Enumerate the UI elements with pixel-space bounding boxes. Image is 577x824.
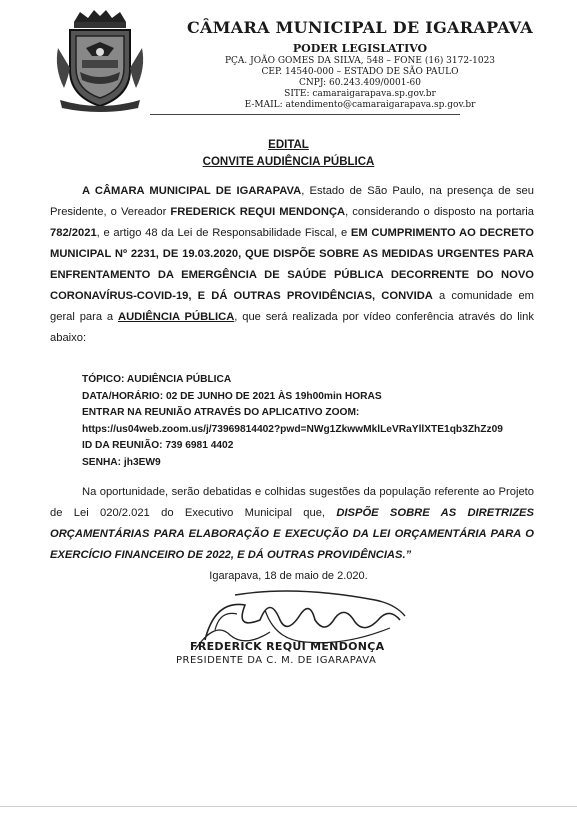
p2-text: Na oportunidade, serão debatidas e colhidas sugestões da população referente ao Projeto de Lei 020/2.021 do Executivo Municipal que,	[50, 486, 534, 519]
p1-text-a: , Estado de São Paulo, na presença de seu Presidente, o Vereador	[50, 185, 534, 218]
p1-text-c: , e artigo 48 da Lei de Responsabilidade Fiscal, e	[96, 227, 351, 239]
detail-meeting-id: ID DA REUNIÃO: 739 6981 4402	[82, 440, 234, 452]
letterhead	[150, 18, 570, 111]
address-line-2: CEP. 14540-000 – ESTADO DE SÃO PAULO	[261, 67, 459, 77]
email: E-MAIL: atendimento@camaraigarapava.sp.gov.br	[244, 100, 476, 110]
date-line: Igarapava, 18 de maio de 2.020.	[209, 570, 368, 582]
detail-zoom-instruction: ENTRAR NA REUNIÃO ATRAVÉS DO APLICATIVO ZOOM:	[82, 407, 360, 419]
paragraph-2	[50, 482, 534, 566]
p1-institution: A CÂMARA MUNICIPAL DE IGARAPAVA	[82, 185, 302, 197]
meeting-details	[82, 372, 542, 472]
p1-decree: EM CUMPRIMENTO AO DECRETO MUNICIPAL Nº 2231, DE 19.03.2020, QUE DISPÕE SOBRE AS MEDIDAS URGENTES PARA ENFRENTAMENTO DA EMERGÊNCIA DE SAÚDE PÚBLICA DECORRENTE DO NOVO CORONAVÍRUS-COVID-19, E DÁ OUTRAS PROVIDÊNCIAS, CONVIDA	[50, 227, 534, 302]
site: SITE: camaraigarapava.sp.gov.br	[284, 89, 436, 99]
footer-divider	[0, 806, 577, 807]
cnpj: CNPJ: 60.243.409/0001-60	[299, 78, 421, 88]
detail-password: SENHA: jh3EW9	[82, 456, 161, 468]
coat-of-arms-logo	[52, 8, 148, 112]
detail-zoom-link[interactable]: https://us04web.zoom.us/j/73969814402?pwd=NWg1ZkwwMklLeVRaYllXTE1qb3ZhZz09	[82, 423, 503, 435]
p2-bill-subject: DISPÕE SOBRE AS DIRETRIZES ORÇAMENTÁRIAS PARA ELABORAÇÃO E EXECUÇÃO DA LEI ORÇAMENTÁRIA PARA O EXERCÍCIO FINANCEIRO DE 2022, E DÁ OUTRAS PROVIDÊNCIAS.”	[50, 507, 534, 561]
detail-datetime: DATA/HORÁRIO: 02 DE JUNHO DE 2021 ÀS 19h00min HORAS	[82, 390, 382, 402]
institution-name: CÂMARA MUNICIPAL DE IGARAPAVA	[187, 18, 533, 37]
document-subtitle: CONVITE AUDIÊNCIA PÚBLICA	[202, 156, 375, 168]
p1-audiencia: AUDIÊNCIA PÚBLICA	[117, 311, 235, 323]
p1-portaria: 782/2021	[50, 227, 97, 239]
detail-topic: TÓPICO: AUDIÊNCIA PÚBLICA	[82, 374, 232, 385]
p1-text-e: , que será realizada por vídeo conferência através do link abaixo:	[50, 311, 534, 344]
signer-role: PRESIDENTE DA C. M. DE IGARAPAVA	[176, 655, 377, 666]
header-divider	[150, 114, 460, 115]
p1-text-d: a comunidade em geral para a	[50, 290, 534, 323]
paragraph-1	[50, 181, 534, 349]
address-line-1: PÇA. JOÃO GOMES DA SILVA, 548 – FONE (16) 3172-1023	[224, 56, 496, 66]
p1-text-b: , considerando o disposto na portaria	[345, 206, 534, 218]
signer-name: FREDERICK REQUI MENDONÇA	[190, 640, 385, 653]
branch-name: PODER LEGISLATIVO	[292, 42, 428, 55]
p1-president: FREDERICK REQUI MENDONÇA	[170, 206, 346, 218]
document-title: EDITAL	[268, 139, 309, 151]
